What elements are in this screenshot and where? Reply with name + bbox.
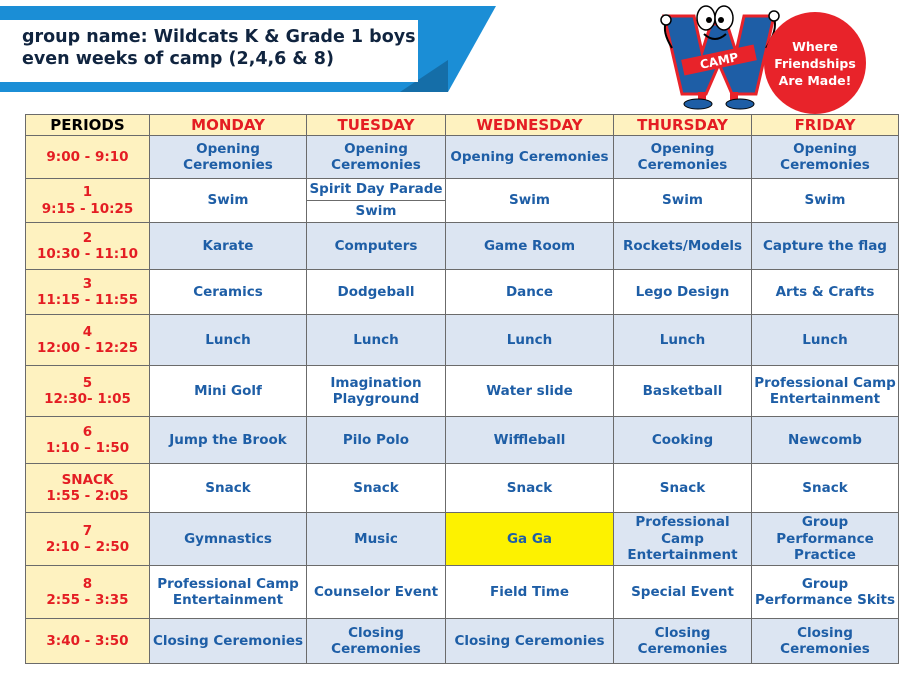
activity-cell: Snack — [150, 464, 307, 513]
period-number: 6 — [82, 423, 93, 440]
activity-cell: Lunch — [614, 315, 752, 366]
activity-cell: Arts & Crafts — [752, 270, 899, 315]
period-number: SNACK — [61, 471, 114, 488]
header-banner-tip — [448, 6, 496, 92]
activity-cell: Group Performance Skits — [752, 566, 899, 619]
day-header-wednesday: WEDNESDAY — [446, 115, 614, 136]
activity-cell: Counselor Event — [307, 566, 446, 619]
table-row — [26, 417, 899, 464]
activity-cell: Closing Ceremonies — [150, 619, 307, 664]
activity-cell: Special Event — [614, 566, 752, 619]
table-row — [26, 315, 899, 366]
table-row — [26, 270, 899, 315]
activity-cell: Lunch — [752, 315, 899, 366]
activity-cell: Swim — [752, 179, 899, 223]
period-time: 1:10 – 1:50 — [45, 440, 130, 456]
day-header-tuesday: TUESDAY — [307, 115, 446, 136]
period-number: 8 — [82, 575, 93, 592]
activity-cell: Gymnastics — [150, 513, 307, 566]
activity-cell: Closing Ceremonies — [307, 619, 446, 664]
activity-cell: Music — [307, 513, 446, 566]
badge-line: Where — [792, 38, 838, 54]
activity-cell: Closing Ceremonies — [446, 619, 614, 664]
activity-cell: Opening Ceremonies — [752, 136, 899, 179]
activity-cell: Capture the flag — [752, 223, 899, 270]
activity-cell: Professional Camp Entertainment — [614, 513, 752, 566]
period-number: 7 — [82, 522, 93, 539]
period-cell — [26, 179, 150, 223]
activity-cell: Group Performance Practice — [752, 513, 899, 566]
activity-cell: Snack — [307, 464, 446, 513]
period-cell — [26, 315, 150, 366]
period-time: 12:30- 1:05 — [44, 391, 131, 407]
friendships-badge — [764, 12, 866, 114]
activity-cell: Mini Golf — [150, 366, 307, 417]
period-number: 3 — [82, 275, 93, 292]
activity-cell: Imagination Playground — [307, 366, 446, 417]
period-number: 4 — [82, 323, 93, 340]
period-time: 3:40 - 3:50 — [46, 632, 129, 649]
activity-cell: Swim — [446, 179, 614, 223]
period-time: 2:55 - 3:35 — [46, 592, 129, 608]
activity-cell: Spirit Day Parade — [307, 179, 446, 201]
table-row — [26, 513, 899, 566]
camp-weeks-line: even weeks of camp (2,4,6 & 8) — [22, 49, 334, 69]
logo-camp-text: CAMP — [698, 50, 740, 72]
table-row — [26, 566, 899, 619]
table-row — [26, 366, 899, 417]
activity-cell: Opening Ceremonies — [614, 136, 752, 179]
activity-cell: Snack — [446, 464, 614, 513]
day-header-monday: MONDAY — [150, 115, 307, 136]
activity-cell: Professional Camp Entertainment — [752, 366, 899, 417]
activity-cell: Dance — [446, 270, 614, 315]
period-time: 11:15 - 11:55 — [37, 292, 138, 308]
period-time: 12:00 - 12:25 — [37, 340, 138, 356]
activity-cell: Opening Ceremonies — [446, 136, 614, 179]
activity-cell: Karate — [150, 223, 307, 270]
table-header-row — [26, 115, 899, 136]
period-time: 1:55 - 2:05 — [46, 488, 129, 504]
activity-cell: Lunch — [446, 315, 614, 366]
activity-cell-highlighted: Ga Ga — [446, 513, 614, 566]
activity-cell: Opening Ceremonies — [150, 136, 307, 179]
period-cell — [26, 270, 150, 315]
activity-cell: Swim — [307, 201, 446, 223]
activity-cell: Lunch — [307, 315, 446, 366]
badge-line: Are Made! — [778, 72, 852, 88]
activity-cell: Swim — [150, 179, 307, 223]
activity-cell: Cooking — [614, 417, 752, 464]
period-cell — [26, 513, 150, 566]
period-cell — [26, 464, 150, 513]
activity-cell: Ceramics — [150, 270, 307, 315]
group-name-line: group name: Wildcats K & Grade 1 boys — [22, 27, 416, 47]
activity-cell: Game Room — [446, 223, 614, 270]
table-row — [26, 179, 899, 201]
activity-cell: Swim — [614, 179, 752, 223]
period-cell — [26, 223, 150, 270]
table-row — [26, 223, 899, 270]
activity-cell: Professional Camp Entertainment — [150, 566, 307, 619]
activity-cell: Dodgeball — [307, 270, 446, 315]
day-header-thursday: THURSDAY — [614, 115, 752, 136]
activity-cell: Field Time — [446, 566, 614, 619]
activity-cell: Snack — [614, 464, 752, 513]
periods-header: PERIODS — [26, 115, 150, 136]
activity-cell: Lunch — [150, 315, 307, 366]
period-cell — [26, 566, 150, 619]
activity-cell: Basketball — [614, 366, 752, 417]
activity-cell: Snack — [752, 464, 899, 513]
period-number: 1 — [82, 184, 93, 200]
activity-cell: Lego Design — [614, 270, 752, 315]
period-time: 10:30 - 11:10 — [37, 246, 138, 262]
day-header-friday: FRIDAY — [752, 115, 899, 136]
activity-cell: Pilo Polo — [307, 417, 446, 464]
schedule-table — [25, 114, 899, 664]
period-number: 5 — [82, 374, 93, 391]
period-cell — [26, 136, 150, 179]
activity-cell: Computers — [307, 223, 446, 270]
badge-line: Friendships — [774, 55, 856, 71]
table-row — [26, 619, 899, 664]
table-row — [26, 464, 899, 513]
activity-cell: Newcomb — [752, 417, 899, 464]
period-time: 9:15 - 10:25 — [41, 200, 134, 217]
period-cell — [26, 366, 150, 417]
header-title — [22, 26, 416, 70]
period-time: 9:00 - 9:10 — [46, 148, 129, 165]
period-cell — [26, 619, 150, 664]
activity-cell: Rockets/Models — [614, 223, 752, 270]
activity-cell: Jump the Brook — [150, 417, 307, 464]
period-cell — [26, 417, 150, 464]
activity-cell: Closing Ceremonies — [752, 619, 899, 664]
table-row — [26, 136, 899, 179]
period-time: 2:10 – 2:50 — [45, 539, 130, 555]
activity-cell: Opening Ceremonies — [307, 136, 446, 179]
activity-cell: Wiffleball — [446, 417, 614, 464]
activity-cell: Water slide — [446, 366, 614, 417]
activity-cell: Closing Ceremonies — [614, 619, 752, 664]
period-number: 2 — [82, 229, 93, 246]
